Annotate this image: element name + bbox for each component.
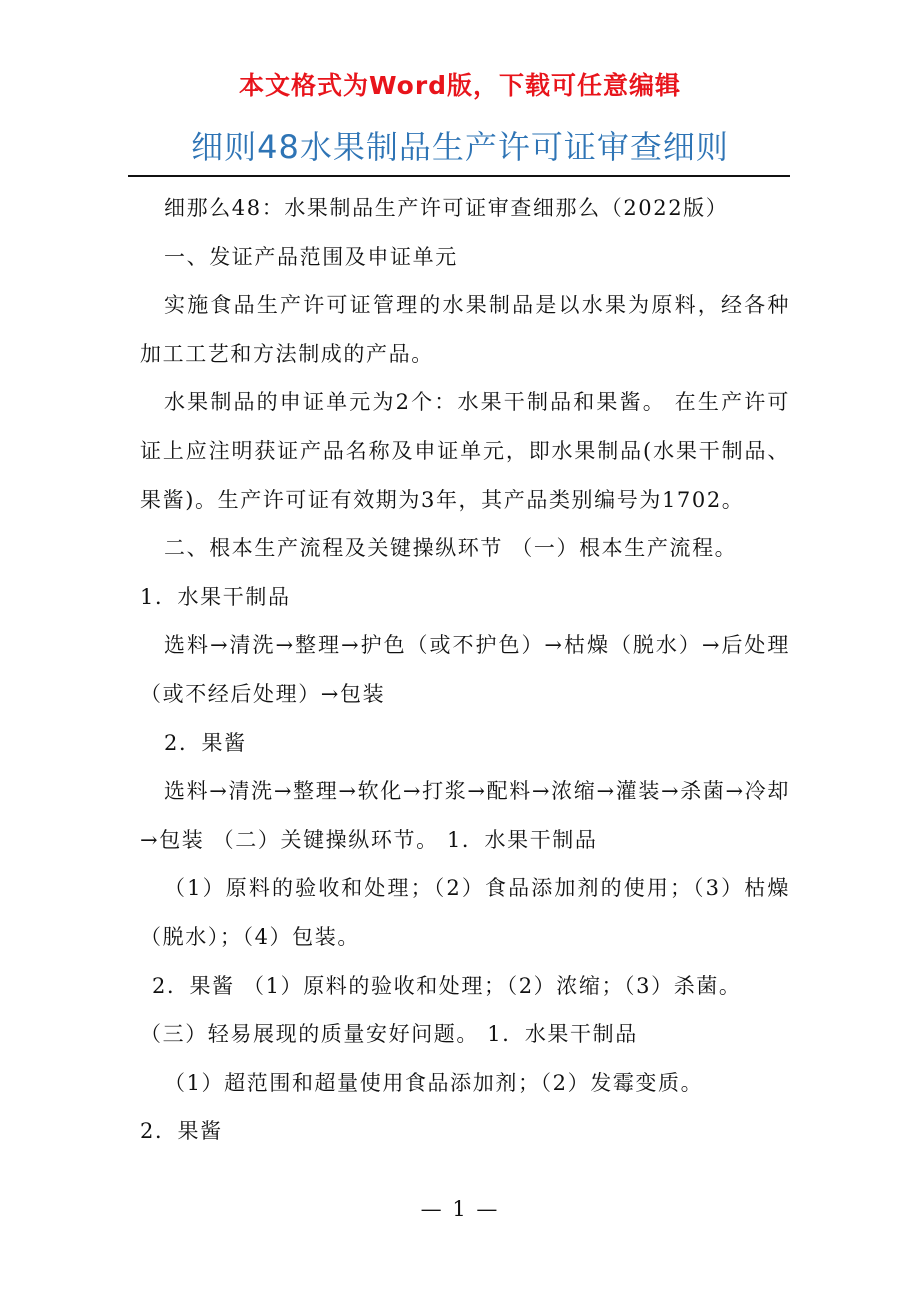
document-body xyxy=(140,184,790,1156)
format-notice: 本文格式为Word版，下载可任意编辑 xyxy=(238,71,682,100)
paragraph: 选料→清洗→整理→护色（或不护色）→枯燥（脱水）→后处理（或不经后处理）→包装 xyxy=(140,633,790,706)
list-item: 1．水果干制品 xyxy=(140,584,291,609)
paragraph: 实施食品生产许可证管理的水果制品是以水果为原料，经各种加工工艺和方法制成的产品。 xyxy=(140,293,790,366)
document-title: 细则48水果制品生产许可证审查细则 xyxy=(191,128,729,166)
paragraph-heading: 细那么48：水果制品生产许可证审查细那么（2022版） xyxy=(164,196,729,220)
list-item: 2．果酱 xyxy=(164,730,247,755)
list-item: 2．果酱 xyxy=(140,1119,223,1144)
section-heading-2: 二、根本生产流程及关键操纵环节 （一）根本生产流程。 xyxy=(164,536,738,561)
paragraph: 选料→清洗→整理→软化→打浆→配料→浓缩→灌装→杀菌→冷却→包装 （二）关键操纵环节。 1．水果干制品 xyxy=(140,779,790,852)
title-divider xyxy=(128,175,790,177)
paragraph: 水果制品的申证单元为2个：水果干制品和果酱。 在生产许可证上应注明获证产品名称及申证单元，即水果制品(水果干制品、果酱)。生产许可证有效期为3年，其产品类别编号为1702。 xyxy=(140,390,790,512)
paragraph: 2．果酱 （1）原料的验收和处理；（2）浓缩；（3）杀菌。 xyxy=(152,973,742,998)
paragraph: （1）超范围和超量使用食品添加剂；（2）发霉变质。 xyxy=(164,1070,704,1095)
section-heading-1: 一、发证产品范围及申证单元 xyxy=(164,244,458,269)
paragraph: （1）原料的验收和处理；（2）食品添加剂的使用；（3）枯燥（脱水）；（4）包装。 xyxy=(140,876,790,949)
paragraph: （三）轻易展现的质量安好问题。 1．水果干制品 xyxy=(140,1022,638,1047)
page-number: — 1 — xyxy=(420,1197,500,1221)
